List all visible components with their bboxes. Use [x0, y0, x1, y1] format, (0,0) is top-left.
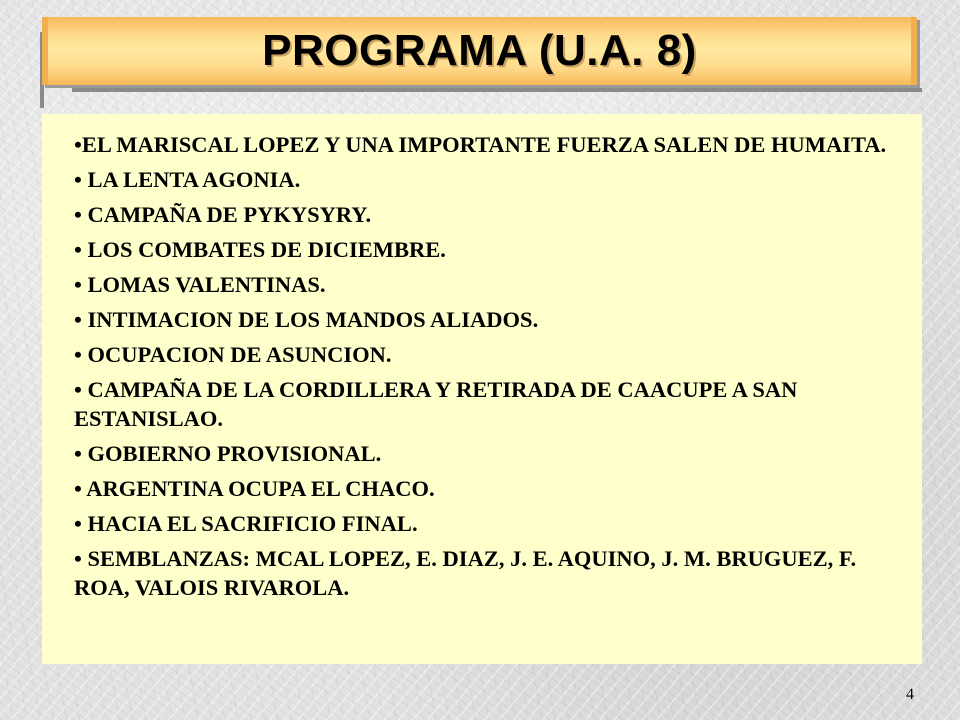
list-item: • INTIMACION DE LOS MANDOS ALIADOS. [74, 307, 539, 332]
list-item: • OCUPACION DE ASUNCION. [74, 342, 392, 367]
list-item: • CAMPAÑA DE LA CORDILLERA Y RETIRADA DE CAACUPE A SAN ESTANISLAO. [74, 377, 798, 431]
list-item: • LOMAS VALENTINAS. [74, 272, 326, 297]
title-banner [42, 17, 917, 85]
list-item: • SEMBLANZAS: MCAL LOPEZ, E. DIAZ, J. E. AQUINO, J. M. BRUGUEZ, F. ROA, VALOIS RIVAROLA. [74, 546, 857, 600]
page-number: 4 [906, 686, 914, 703]
content-panel [42, 114, 922, 664]
list-item: • HACIA EL SACRIFICIO FINAL. [74, 511, 418, 536]
list-item: • LOS COMBATES DE DICIEMBRE. [74, 237, 446, 262]
list-item: •EL MARISCAL LOPEZ Y UNA IMPORTANTE FUERZA SALEN DE HUMAITA. [74, 132, 887, 157]
list-item: • ARGENTINA OCUPA EL CHACO. [74, 476, 435, 501]
list-item: • LA LENTA AGONIA. [74, 167, 301, 192]
list-item: • GOBIERNO PROVISIONAL. [74, 441, 382, 466]
title-underline-decoration [72, 88, 922, 92]
list-item: • CAMPAÑA DE PYKYSYRY. [74, 202, 372, 227]
slide-title: PROGRAMA (U.A. 8) [262, 26, 697, 75]
